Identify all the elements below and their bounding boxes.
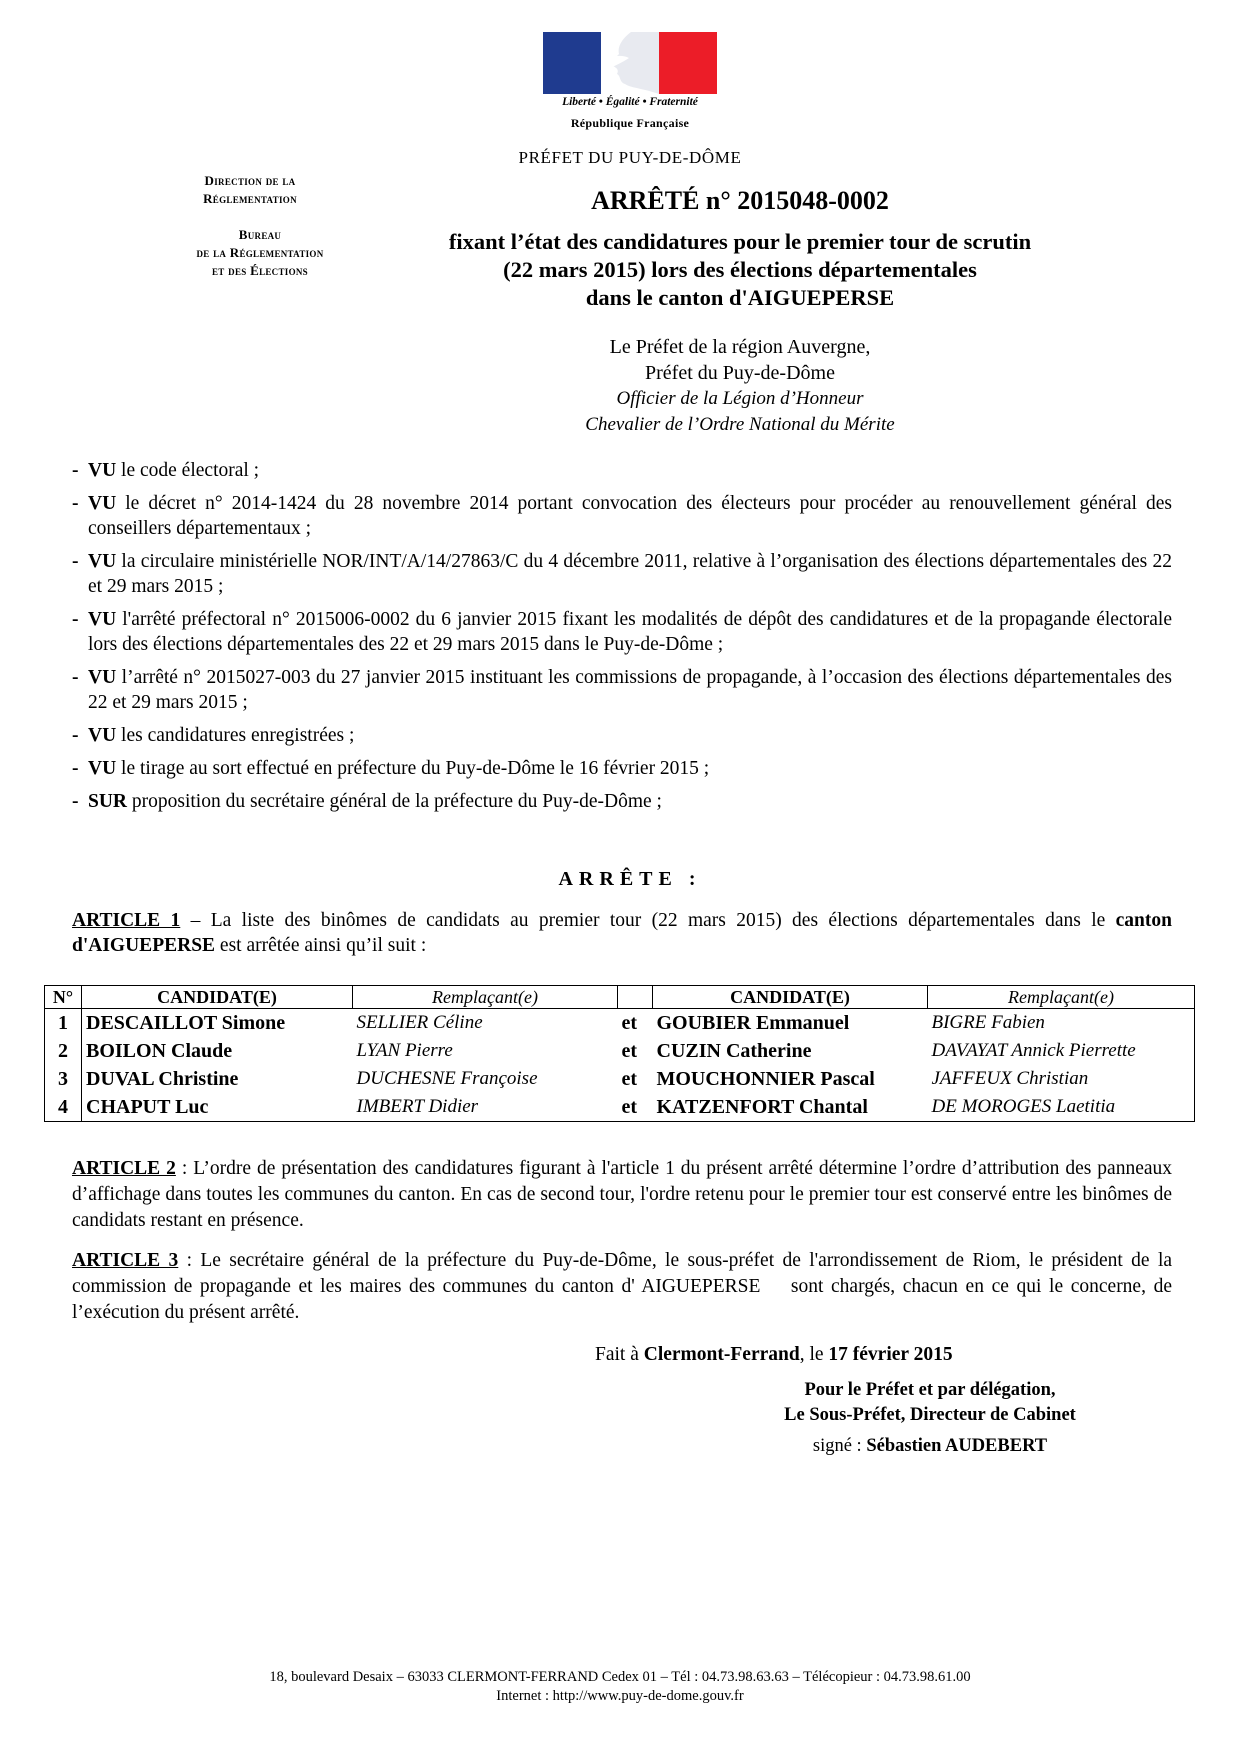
visa-item — [72, 491, 1172, 541]
direction-heading — [150, 172, 350, 208]
row-et: et — [618, 1093, 653, 1122]
visa-item — [72, 665, 1172, 715]
visa-key: SUR — [88, 791, 128, 812]
header-candidat-2: CANDIDAT(E) — [653, 986, 928, 1009]
visa-text: le code électoral ; — [116, 460, 260, 481]
article-3-label: ARTICLE 3 — [72, 1250, 179, 1271]
visa-key: VU — [88, 493, 117, 514]
visa-key: VU — [88, 758, 117, 779]
article-1-label: ARTICLE 1 — [72, 910, 181, 931]
fait-mid: , le — [799, 1344, 829, 1365]
row-remplacant-1: IMBERT Didier — [353, 1093, 618, 1122]
flag-blue-band — [543, 32, 601, 94]
visa-item — [72, 789, 1172, 814]
visa-item — [72, 723, 1172, 748]
visa-item — [72, 549, 1172, 599]
article-1-canton: canton d'AIGUEPERSE — [72, 910, 1172, 956]
visa-text: la circulaire ministérielle NOR/INT/A/14/27863/C du 4 décembre 2011, relative à l’organisation des élections départementales des 22 et 29 mars 2015 ; — [88, 551, 1172, 597]
row-et: et — [621, 1039, 638, 1062]
row-candidat-2: GOUBIER Emmanuel — [656, 1011, 850, 1034]
article-1 — [72, 908, 1172, 958]
footer — [100, 1668, 1140, 1706]
signature-block — [700, 1378, 1160, 1428]
table-row — [45, 1037, 1195, 1065]
article-2-label: ARTICLE 2 — [72, 1158, 176, 1179]
fait-city: Clermont-Ferrand — [643, 1344, 800, 1365]
row-et: et — [621, 1011, 638, 1034]
visa-dash: - — [72, 493, 79, 514]
arrete-heading: ARRÊTE : — [558, 868, 702, 890]
article-3-text: : Le secrétaire général de la préfecture du Puy-de-Dôme, le sous-préfet de l'arrondissement de Riom, le président de la commission de propagande et les maires des communes du canton d' AIGUEPERSE sont chargés, chacun en ce qui le concerne, de l’exécution du présent arrêté. — [72, 1250, 1177, 1323]
visa-key: VU — [88, 551, 117, 572]
signed-line — [700, 1436, 1160, 1457]
table-row — [45, 1065, 1195, 1093]
row-number: 4 — [45, 1093, 82, 1122]
flag-white-band — [601, 32, 659, 94]
candidates-table — [44, 985, 1195, 1122]
article-1-text-end: est arrêtée ainsi qu’il suit : — [215, 935, 427, 956]
row-number: 2 — [45, 1037, 82, 1065]
prefet-honor-line: Officier de la Légion d’Honneur — [616, 388, 864, 409]
footer-address: 18, boulevard Desaix – 63033 CLERMONT-FERRAND Cedex 01 – Tél : 04.73.98.63.63 – Télécopieur : 04.73.98.61.00 — [269, 1669, 971, 1685]
header-remplacant-2: Remplaçant(e) — [928, 986, 1195, 1009]
visa-dash: - — [72, 667, 79, 688]
bureau-line: et des Élections — [211, 263, 308, 278]
row-number: 3 — [45, 1065, 82, 1093]
row-candidat-2: KATZENFORT Chantal — [653, 1093, 928, 1122]
visa-key: VU — [88, 725, 117, 746]
row-remplacant-2: DE MOROGES Laetitia — [928, 1093, 1195, 1122]
article-1-text: – La liste des binômes de candidats au premier tour (22 mars 2015) des élections départementales dans le — [180, 910, 1116, 931]
row-candidat-2: CUZIN Catherine — [656, 1039, 812, 1062]
visa-dash: - — [72, 758, 79, 779]
visa-dash: - — [72, 725, 79, 746]
visa-key: VU — [88, 609, 117, 630]
visa-dash: - — [72, 609, 79, 630]
visa-dash: - — [72, 551, 79, 572]
signed-name: Sébastien AUDEBERT — [866, 1436, 1048, 1456]
direction-line: Réglementation — [203, 191, 297, 206]
visa-dash: - — [72, 791, 79, 812]
row-remplacant-1: DUCHESNE Françoise — [356, 1068, 538, 1089]
visa-item — [72, 607, 1172, 657]
article-3 — [72, 1248, 1177, 1326]
table-row — [45, 1009, 1195, 1038]
visa-text: le tirage au sort effectué en préfecture du Puy-de-Dôme le 16 février 2015 ; — [116, 758, 710, 779]
visa-key: VU — [88, 667, 117, 688]
prefet-line: Préfet du Puy-de-Dôme — [645, 362, 835, 384]
marianne-profile-icon — [601, 32, 659, 94]
prefet-department: PRÉFET DU PUY-DE-DÔME — [518, 148, 742, 167]
marianne-logo-icon — [543, 32, 717, 136]
row-candidat-1: DUVAL Christine — [82, 1065, 353, 1093]
bureau-line: de la Réglementation — [196, 245, 324, 260]
row-candidat-1: CHAPUT Luc — [82, 1093, 353, 1122]
fait-prefix: Fait à — [595, 1344, 644, 1365]
visa-key: VU — [88, 460, 117, 481]
row-remplacant-2: DAVAYAT Annick Pierrette — [928, 1037, 1195, 1065]
row-candidat-1: BOILON Claude — [82, 1037, 353, 1065]
header-candidat-1: CANDIDAT(E) — [82, 986, 353, 1009]
logo-motto: Liberté • Égalité • Fraternité — [562, 96, 698, 108]
visa-text: l’arrêté n° 2015027-003 du 27 janvier 2015 instituant les commissions de propagande, à l’occasion des élections départementales des 22 et 29 mars 2015 ; — [88, 667, 1172, 713]
direction-line: Direction de la — [204, 173, 296, 188]
fait-a-line — [595, 1344, 1095, 1366]
row-remplacant-2: JAFFEUX Christian — [928, 1065, 1195, 1093]
visa-text: l'arrêté préfectoral n° 2015006-0002 du 6 janvier 2015 fixant les modalités de dépôt des candidatures et de la propagande électorale lors des élections départementales des 22 et 29 mars 2015 dans le Puy-de-Dôme ; — [88, 609, 1172, 655]
row-et: et — [621, 1067, 638, 1090]
header-remplacant-1: Remplaçant(e) — [353, 986, 618, 1009]
logo-republique: République Française — [570, 116, 690, 130]
arrete-number: ARRÊTÉ n° 2015048-0002 — [591, 186, 889, 215]
title-line: fixant l’état des candidatures pour le premier tour de scrutin — [448, 229, 1032, 254]
visa-dash: - — [72, 460, 79, 481]
prefet-line: Le Préfet de la région Auvergne, — [609, 336, 871, 358]
signature-line: Pour le Préfet et par délégation, — [804, 1380, 1056, 1400]
title-line: (22 mars 2015) lors des élections départementales — [503, 257, 977, 282]
visa-item — [72, 756, 1172, 781]
prefet-honor-line: Chevalier de l’Ordre National du Mérite — [585, 414, 895, 435]
arrete-title — [390, 228, 1090, 312]
signature-line: Le Sous-Préfet, Directeur de Cabinet — [784, 1405, 1076, 1425]
visa-text: les candidatures enregistrées ; — [116, 725, 355, 746]
header-et-spacer — [618, 986, 653, 1009]
row-number: 1 — [45, 1009, 82, 1038]
bureau-heading — [150, 226, 370, 280]
table-row — [45, 1093, 1195, 1122]
article-2-text: : L’ordre de présentation des candidatures figurant à l'article 1 du présent arrêté détermine l’ordre d’attribution des panneaux d’affichage dans toutes les communes du canton. En cas de second tour, l'ordre retenu pour le premier tour est conservé entre les binômes de candidats restant en présence. — [72, 1158, 1173, 1231]
row-remplacant-2: BIGRE Fabien — [928, 1009, 1195, 1038]
article-2 — [72, 1156, 1172, 1234]
row-remplacant-1: LYAN Pierre — [356, 1040, 453, 1061]
visas-list — [72, 458, 1172, 822]
footer-website: Internet : http://www.puy-de-dome.gouv.fr — [496, 1688, 744, 1704]
row-candidat-1: DESCAILLOT Simone — [82, 1009, 353, 1038]
visa-text: le décret n° 2014-1424 du 28 novembre 2014 portant convocation des électeurs pour procéder au renouvellement général des conseillers départementaux ; — [88, 493, 1172, 539]
bureau-line: Bureau — [238, 227, 282, 242]
visa-item — [72, 458, 1172, 483]
row-candidat-2: MOUCHONNIER Pascal — [656, 1067, 875, 1090]
title-line: dans le canton d'AIGUEPERSE — [585, 285, 895, 310]
header-number: N° — [45, 986, 82, 1009]
visa-text: proposition du secrétaire général de la préfecture du Puy-de-Dôme ; — [127, 791, 662, 812]
fait-date: 17 février 2015 — [828, 1344, 953, 1365]
prefet-block — [440, 334, 1040, 438]
signed-prefix: signé : — [812, 1436, 867, 1456]
flag-red-band — [659, 32, 717, 94]
row-remplacant-1: SELLIER Céline — [356, 1012, 483, 1033]
table-header-row — [45, 986, 1195, 1009]
